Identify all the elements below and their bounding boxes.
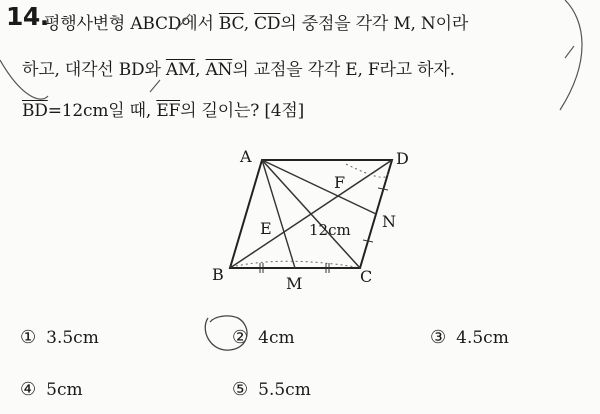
choice-2[interactable]	[232, 327, 295, 348]
pencil-stroke	[150, 80, 160, 92]
segment-cd: $\overline{CD}$	[254, 14, 281, 34]
choice-mark: ④	[20, 379, 37, 400]
text-segment: 의 중점을 각각 M, N이라	[280, 14, 469, 34]
segment-ef: $\overline{EF}$	[156, 101, 181, 121]
choice-mark: ②	[232, 327, 249, 348]
text-segment: ,	[195, 60, 206, 80]
dashed-arc	[236, 261, 356, 267]
text-segment: =12cm일 때,	[47, 101, 157, 121]
label-c: C	[360, 267, 373, 286]
question-number: 14.	[6, 2, 49, 31]
length-label: 12cm	[309, 221, 351, 239]
question-line-2	[22, 55, 455, 80]
choice-3[interactable]	[430, 327, 509, 348]
pencil-stroke	[565, 46, 574, 58]
segment-bd: $\overline{BD}$	[22, 101, 48, 121]
line-am	[262, 160, 295, 268]
choice-text: 4.5cm	[456, 328, 509, 348]
text-segment: 평행사변형 ABCD에서	[44, 14, 219, 34]
choice-text: 3.5cm	[46, 328, 99, 348]
choice-5[interactable]	[232, 379, 311, 400]
question-line-3	[22, 96, 304, 121]
parallelogram-figure	[196, 144, 428, 294]
text-segment: ,	[243, 14, 255, 34]
choice-mark: ③	[430, 327, 447, 348]
choice-text: 5cm	[46, 380, 83, 400]
text-segment: 의 길이는? [4점]	[180, 101, 305, 121]
label-d: D	[396, 149, 409, 168]
text-segment: 의 교점을 각각 E, F라고 하자.	[232, 60, 455, 80]
choice-text: 5.5cm	[258, 380, 311, 400]
choice-text: 4cm	[258, 328, 295, 348]
label-n: N	[382, 212, 396, 231]
label-f: F	[334, 173, 346, 192]
text-segment: 하고, 대각선 BD와	[22, 60, 166, 80]
diagonal-ac	[262, 160, 360, 268]
pencil-stroke	[560, 0, 582, 110]
label-a: A	[240, 147, 252, 166]
choice-mark: ①	[20, 327, 37, 348]
line-an	[262, 160, 376, 214]
segment-bc: $\overline{BC}$	[218, 14, 244, 34]
label-b: B	[212, 265, 224, 284]
choice-1[interactable]	[20, 327, 99, 348]
label-m: M	[286, 274, 303, 293]
segment-am: $\overline{AM}$	[165, 60, 196, 80]
label-e: E	[260, 219, 272, 238]
question-line-1	[44, 9, 468, 34]
choice-4[interactable]	[20, 379, 83, 400]
segment-an: $\overline{AN}$	[205, 60, 233, 80]
choice-mark: ⑤	[232, 379, 249, 400]
